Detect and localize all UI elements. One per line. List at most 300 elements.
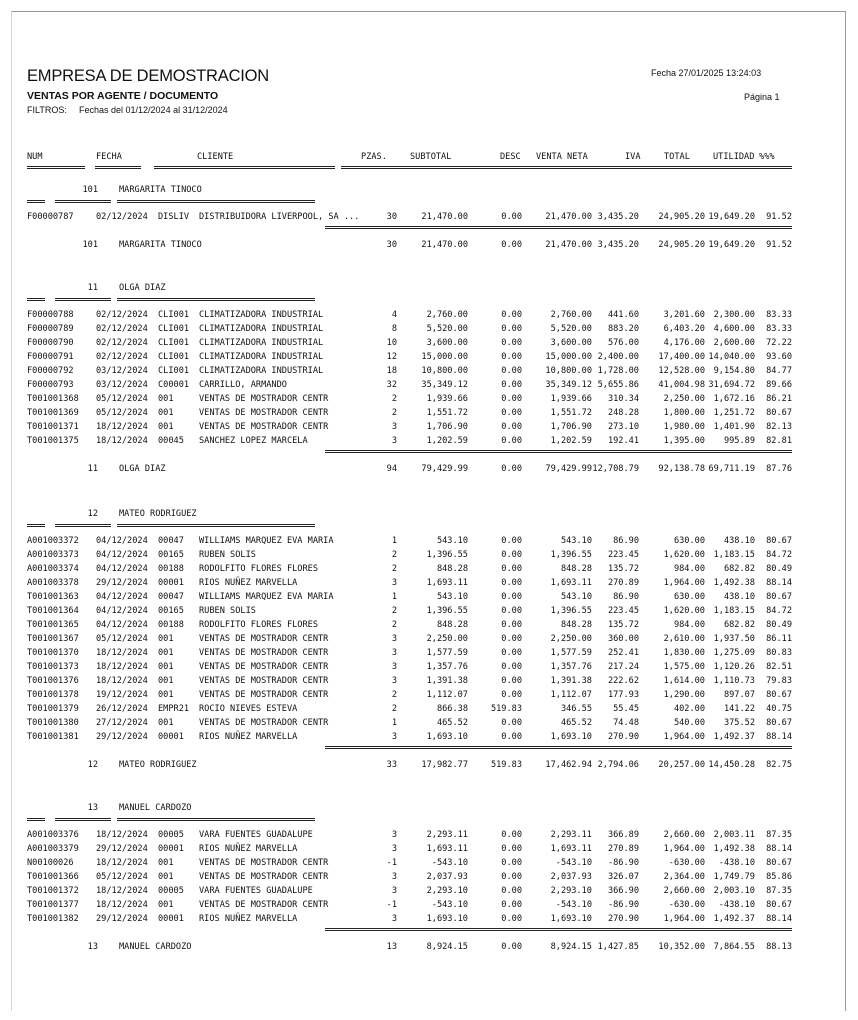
cell-cliente: CLIMATIZADORA INDUSTRIAL [199, 324, 324, 334]
total-venta-neta: 17,462.94 [545, 760, 592, 770]
cell-iva: 441.60 [607, 310, 639, 320]
total-subtotal: 17,982.77 [421, 760, 468, 770]
col-desc-header: DESC [500, 152, 521, 162]
cell-desc: 0.00 [501, 408, 522, 418]
cell-fecha: 18/12/2024 [96, 830, 148, 840]
filters-value: Fechas del 01/12/2024 al 31/12/2024 [79, 105, 228, 115]
cell-subtotal: 1,357.76 [426, 662, 468, 672]
cell-pzas: 2 [391, 690, 397, 700]
cell-utilidad: 9,154.80 [713, 366, 755, 376]
cell-iva: 270.90 [607, 732, 639, 742]
cell-subtotal: 1,577.59 [426, 648, 468, 658]
col-total-header: TOTAL [664, 152, 690, 162]
cell-desc: 0.00 [501, 830, 522, 840]
cell-total: 41,004.98 [658, 380, 705, 390]
cell-utilidad: -438.10 [718, 858, 755, 868]
total-desc: 0.00 [501, 464, 522, 474]
cell-clave: 001 [158, 718, 174, 728]
total-total: 24,905.20 [658, 240, 705, 250]
cell-clave: CLI001 [158, 338, 190, 348]
cell-subtotal: 866.38 [436, 704, 468, 714]
total-iva: 12,708.79 [592, 464, 639, 474]
cell-num: F00000792 [27, 366, 74, 376]
cell-cliente: RUBEN SOLIS [199, 606, 256, 616]
cell-utilidad: 2,300.00 [713, 310, 755, 320]
total-utilidad: 69,711.19 [708, 464, 755, 474]
cell-total: -630.00 [668, 900, 705, 910]
cell-fecha: 04/12/2024 [96, 620, 148, 630]
cell-cliente: ROCIO NIEVES ESTEVA [199, 704, 298, 714]
total-agent-name: MATEO RODRIGUEZ [119, 760, 197, 770]
cell-subtotal: 1,551.72 [426, 408, 468, 418]
cell-pzas: -1 [386, 900, 397, 910]
cell-venta-neta: 3,600.00 [550, 338, 592, 348]
cell-fecha: 04/12/2024 [96, 606, 148, 616]
cell-pzas: 1 [391, 592, 397, 602]
cell-iva: 135.72 [607, 620, 639, 630]
cell-iva: 2,400.00 [597, 352, 639, 362]
cell-subtotal: 2,037.93 [426, 872, 468, 882]
cell-subtotal: 1,706.90 [426, 422, 468, 432]
cell-iva: 883.20 [607, 324, 639, 334]
cell-iva: 74.48 [613, 718, 639, 728]
agent-underline-short [27, 298, 45, 301]
cell-subtotal: -543.10 [431, 900, 468, 910]
total-utilidad: 7,864.55 [713, 942, 755, 952]
cell-total: 12,528.00 [658, 366, 705, 376]
cell-total: 3,201.60 [663, 310, 705, 320]
cell-fecha: 05/12/2024 [96, 634, 148, 644]
cell-venta-neta: 1,939.66 [550, 394, 592, 404]
cell-clave: 001 [158, 394, 174, 404]
cell-pzas: 2 [391, 704, 397, 714]
cell-pct: 80.49 [766, 564, 792, 574]
cell-pzas: 18 [386, 366, 397, 376]
cell-num: T001001366 [27, 872, 79, 882]
cell-utilidad: 438.10 [723, 592, 755, 602]
cell-iva: 326.07 [607, 872, 639, 882]
cell-clave: 001 [158, 662, 174, 672]
cell-iva: 223.45 [607, 550, 639, 560]
cell-total: 1,575.00 [663, 662, 705, 672]
cell-pzas: 10 [386, 338, 397, 348]
page-number: Página 1 [744, 92, 780, 102]
cell-desc: 0.00 [501, 212, 522, 222]
filters-label: FILTROS: [27, 105, 67, 115]
cell-venta-neta: 1,202.59 [550, 436, 592, 446]
cell-clave: 00001 [158, 844, 184, 854]
agent-underline-code [55, 524, 111, 527]
cell-pct: 83.33 [766, 324, 792, 334]
cell-utilidad: 682.82 [723, 564, 755, 574]
total-pct: 91.52 [766, 240, 792, 250]
cell-pct: 91.52 [766, 212, 792, 222]
cell-pct: 80.67 [766, 718, 792, 728]
cell-num: T001001381 [27, 732, 79, 742]
cell-venta-neta: 35,349.12 [545, 380, 592, 390]
total-total: 10,352.00 [658, 942, 705, 952]
total-agent-code: 12 [87, 760, 98, 770]
cell-iva: 366.90 [607, 886, 639, 896]
cell-clave: 001 [158, 648, 174, 658]
cell-fecha: 18/12/2024 [96, 662, 148, 672]
cell-venta-neta: 848.28 [560, 620, 592, 630]
total-agent-name: OLGA DIAZ [119, 464, 166, 474]
cell-desc: 0.00 [501, 900, 522, 910]
cell-venta-neta: 2,250.00 [550, 634, 592, 644]
cell-clave: 00045 [158, 436, 184, 446]
cell-fecha: 18/12/2024 [96, 886, 148, 896]
cell-pct: 93.60 [766, 352, 792, 362]
cell-cliente: VENTAS DE MOSTRADOR CENTR [199, 422, 329, 432]
cell-num: T001001375 [27, 436, 79, 446]
total-agent-code: 13 [87, 942, 98, 952]
cell-total: 630.00 [673, 536, 705, 546]
cell-total: 2,250.00 [663, 394, 705, 404]
cell-desc: 0.00 [501, 550, 522, 560]
cell-utilidad: 141.22 [723, 704, 755, 714]
agent-underline-name [117, 200, 315, 203]
cell-pct: 88.14 [766, 732, 792, 742]
total-subtotal: 21,470.00 [421, 240, 468, 250]
cell-pct: 86.11 [766, 634, 792, 644]
cell-venta-neta: 465.52 [560, 718, 592, 728]
cell-num: F00000789 [27, 324, 74, 334]
cell-total: 2,660.00 [663, 830, 705, 840]
cell-pct: 40.75 [766, 704, 792, 714]
cell-cliente: CLIMATIZADORA INDUSTRIAL [199, 366, 324, 376]
cell-utilidad: 1,672.16 [713, 394, 755, 404]
cell-total: 402.00 [673, 704, 705, 714]
cell-pct: 85.86 [766, 872, 792, 882]
cell-cliente: VENTAS DE MOSTRADOR CENTR [199, 634, 329, 644]
cell-pzas: 8 [391, 324, 397, 334]
cell-utilidad: 897.07 [723, 690, 755, 700]
cell-total: 1,964.00 [663, 914, 705, 924]
cell-fecha: 03/12/2024 [96, 380, 148, 390]
cell-utilidad: 1,937.50 [713, 634, 755, 644]
cell-desc: 0.00 [501, 436, 522, 446]
cell-clave: CLI001 [158, 310, 190, 320]
cell-num: T001001368 [27, 394, 79, 404]
cell-num: A001003378 [27, 578, 79, 588]
cell-clave: 001 [158, 422, 174, 432]
col-pct-header: %%% [759, 152, 775, 162]
cell-iva: 1,728.00 [597, 366, 639, 376]
cell-pct: 80.67 [766, 900, 792, 910]
cell-utilidad: 1,183.15 [713, 606, 755, 616]
cell-desc: 0.00 [501, 886, 522, 896]
cell-num: T001001371 [27, 422, 79, 432]
cell-cliente: DISTRIBUIDORA LIVERPOOL, SA ... [199, 212, 360, 222]
cell-venta-neta: 2,037.93 [550, 872, 592, 882]
cell-subtotal: -543.10 [431, 858, 468, 868]
cell-pct: 82.51 [766, 662, 792, 672]
cell-clave: 00005 [158, 886, 184, 896]
cell-desc: 0.00 [501, 648, 522, 658]
cell-pzas: 2 [391, 550, 397, 560]
total-desc: 519.83 [490, 760, 522, 770]
cell-venta-neta: 2,293.10 [550, 886, 592, 896]
cell-clave: C00001 [158, 380, 190, 390]
cell-fecha: 04/12/2024 [96, 592, 148, 602]
total-pzas: 13 [386, 942, 397, 952]
cell-pzas: 3 [391, 436, 397, 446]
cell-iva: 310.34 [607, 394, 639, 404]
cell-total: 630.00 [673, 592, 705, 602]
cell-subtotal: 1,396.55 [426, 606, 468, 616]
cell-fecha: 02/12/2024 [96, 338, 148, 348]
cell-cliente: VENTAS DE MOSTRADOR CENTR [199, 648, 329, 658]
total-agent-name: MARGARITA TINOCO [119, 240, 202, 250]
agent-name: MATEO RODRIGUEZ [119, 509, 197, 519]
cell-desc: 0.00 [501, 732, 522, 742]
cell-pct: 87.35 [766, 830, 792, 840]
cell-pzas: 1 [391, 536, 397, 546]
cell-utilidad: 1,492.37 [713, 914, 755, 924]
cell-subtotal: 1,693.11 [426, 844, 468, 854]
cell-utilidad: 682.82 [723, 620, 755, 630]
cell-cliente: VENTAS DE MOSTRADOR CENTR [199, 408, 329, 418]
cell-desc: 0.00 [501, 872, 522, 882]
cell-fecha: 03/12/2024 [96, 366, 148, 376]
cell-num: A001003373 [27, 550, 79, 560]
cell-num: F00000793 [27, 380, 74, 390]
cell-desc: 0.00 [501, 620, 522, 630]
agent-underline-short [27, 200, 45, 203]
cell-clave: CLI001 [158, 352, 190, 362]
cell-venta-neta: 543.10 [560, 536, 592, 546]
cell-utilidad: 375.52 [723, 718, 755, 728]
cell-venta-neta: 2,293.11 [550, 830, 592, 840]
group-total-rule [325, 928, 792, 931]
cell-pzas: 3 [391, 914, 397, 924]
cell-num: T001001382 [27, 914, 79, 924]
cell-cliente: RIOS NUÑEZ MARVELLA [199, 578, 298, 588]
cell-fecha: 18/12/2024 [96, 858, 148, 868]
cell-iva: 86.90 [613, 592, 639, 602]
cell-total: 2,660.00 [663, 886, 705, 896]
cell-desc: 0.00 [501, 394, 522, 404]
total-utilidad: 14,450.28 [708, 760, 755, 770]
total-total: 20,257.00 [658, 760, 705, 770]
cell-utilidad: 1,492.38 [713, 844, 755, 854]
cell-iva: 192.41 [607, 436, 639, 446]
cell-iva: 576.00 [607, 338, 639, 348]
cell-cliente: RIOS NUÑEZ MARVELLA [199, 844, 298, 854]
cell-iva: 360.00 [607, 634, 639, 644]
cell-clave: EMPR21 [158, 704, 190, 714]
cell-num: T001001373 [27, 662, 79, 672]
cell-cliente: RIOS NUÑEZ MARVELLA [199, 914, 298, 924]
total-agent-code: 101 [82, 240, 98, 250]
cell-subtotal: 5,520.00 [426, 324, 468, 334]
cell-pct: 80.67 [766, 858, 792, 868]
report-title: VENTAS POR AGENTE / DOCUMENTO [27, 90, 219, 102]
cell-subtotal: 2,760.00 [426, 310, 468, 320]
total-utilidad: 19,649.20 [708, 240, 755, 250]
cell-utilidad: 1,749.79 [713, 872, 755, 882]
cell-num: T001001364 [27, 606, 79, 616]
cell-total: 984.00 [673, 564, 705, 574]
agent-underline-name [117, 298, 315, 301]
cell-fecha: 26/12/2024 [96, 704, 148, 714]
cell-desc: 0.00 [501, 718, 522, 728]
cell-desc: 0.00 [501, 338, 522, 348]
cell-pzas: 3 [391, 830, 397, 840]
cell-desc: 0.00 [501, 592, 522, 602]
cell-cliente: CLIMATIZADORA INDUSTRIAL [199, 310, 324, 320]
cell-cliente: VENTAS DE MOSTRADOR CENTR [199, 676, 329, 686]
cell-cliente: WILLIAMS MARQUEZ EVA MARIA [199, 592, 334, 602]
cell-fecha: 05/12/2024 [96, 872, 148, 882]
cell-iva: 366.89 [607, 830, 639, 840]
agent-underline-name [117, 524, 315, 527]
cell-desc: 0.00 [501, 564, 522, 574]
cell-pct: 88.14 [766, 578, 792, 588]
cell-fecha: 18/12/2024 [96, 422, 148, 432]
cell-num: T001001363 [27, 592, 79, 602]
underline-num [27, 166, 85, 169]
cell-cliente: RUBEN SOLIS [199, 550, 256, 560]
cell-venta-neta: 848.28 [560, 564, 592, 574]
cell-cliente: VENTAS DE MOSTRADOR CENTR [199, 394, 329, 404]
cell-cliente: RODOLFITO FLORES FLORES [199, 620, 318, 630]
cell-iva: 223.45 [607, 606, 639, 616]
cell-subtotal: 3,600.00 [426, 338, 468, 348]
cell-clave: 00001 [158, 732, 184, 742]
cell-subtotal: 1,396.55 [426, 550, 468, 560]
cell-clave: 00001 [158, 578, 184, 588]
agent-underline-name [117, 818, 315, 821]
cell-cliente: VARA FUENTES GUADALUPE [199, 886, 313, 896]
agent-name: MANUEL CARDOZO [119, 803, 192, 813]
cell-iva: 3,435.20 [597, 212, 639, 222]
total-total: 92,138.78 [658, 464, 705, 474]
cell-pzas: 2 [391, 620, 397, 630]
cell-venta-neta: 1,693.10 [550, 732, 592, 742]
cell-num: F00000788 [27, 310, 74, 320]
cell-fecha: 29/12/2024 [96, 732, 148, 742]
cell-desc: 0.00 [501, 914, 522, 924]
cell-cliente: VENTAS DE MOSTRADOR CENTR [199, 690, 329, 700]
agent-underline-code [55, 818, 111, 821]
cell-pzas: 30 [386, 212, 397, 222]
col-num-header: NUM [27, 152, 43, 162]
underline-cliente [154, 166, 335, 169]
cell-total: 1,614.00 [663, 676, 705, 686]
cell-subtotal: 543.10 [436, 536, 468, 546]
cell-subtotal: 1,112.07 [426, 690, 468, 700]
cell-pzas: 2 [391, 394, 397, 404]
cell-pct: 84.72 [766, 550, 792, 560]
cell-pct: 84.77 [766, 366, 792, 376]
cell-venta-neta: 543.10 [560, 592, 592, 602]
cell-iva: -86.90 [607, 900, 639, 910]
cell-clave: 001 [158, 872, 174, 882]
cell-fecha: 02/12/2024 [96, 212, 148, 222]
cell-desc: 0.00 [501, 352, 522, 362]
cell-num: A001003374 [27, 564, 79, 574]
cell-total: 6,403.20 [663, 324, 705, 334]
cell-total: 2,364.00 [663, 872, 705, 882]
cell-num: T001001365 [27, 620, 79, 630]
cell-pct: 80.83 [766, 648, 792, 658]
col-cliente-header: CLIENTE [197, 152, 234, 162]
cell-desc: 0.00 [501, 422, 522, 432]
cell-cliente: VENTAS DE MOSTRADOR CENTR [199, 662, 329, 672]
cell-venta-neta: 5,520.00 [550, 324, 592, 334]
cell-fecha: 05/12/2024 [96, 408, 148, 418]
cell-pzas: 4 [391, 310, 397, 320]
total-venta-neta: 21,470.00 [545, 240, 592, 250]
cell-iva: 86.90 [613, 536, 639, 546]
cell-iva: -86.90 [607, 858, 639, 868]
cell-utilidad: 2,003.11 [713, 830, 755, 840]
cell-pct: 88.14 [766, 844, 792, 854]
cell-subtotal: 1,693.10 [426, 732, 468, 742]
cell-fecha: 02/12/2024 [96, 310, 148, 320]
cell-pzas: 3 [391, 844, 397, 854]
cell-clave: 00165 [158, 606, 184, 616]
cell-desc: 0.00 [501, 324, 522, 334]
cell-total: 1,620.00 [663, 550, 705, 560]
cell-pct: 80.67 [766, 408, 792, 418]
cell-clave: 001 [158, 634, 174, 644]
cell-cliente: CLIMATIZADORA INDUSTRIAL [199, 338, 324, 348]
cell-total: 1,980.00 [663, 422, 705, 432]
cell-venta-neta: -543.10 [555, 858, 592, 868]
cell-cliente: VARA FUENTES GUADALUPE [199, 830, 313, 840]
cell-total: 2,610.00 [663, 634, 705, 644]
cell-pct: 72.22 [766, 338, 792, 348]
cell-fecha: 19/12/2024 [96, 690, 148, 700]
cell-num: N00100026 [27, 858, 74, 868]
cell-clave: DISLIV [158, 212, 190, 222]
cell-num: T001001378 [27, 690, 79, 700]
cell-pct: 80.67 [766, 592, 792, 602]
cell-subtotal: 2,293.11 [426, 830, 468, 840]
cell-pzas: 3 [391, 648, 397, 658]
cell-iva: 177.93 [607, 690, 639, 700]
cell-total: 1,620.00 [663, 606, 705, 616]
cell-total: 1,395.00 [663, 436, 705, 446]
cell-pct: 87.35 [766, 886, 792, 896]
agent-name: MARGARITA TINOCO [119, 185, 202, 195]
cell-venta-neta: 346.55 [560, 704, 592, 714]
cell-utilidad: 2,600.00 [713, 338, 755, 348]
cell-utilidad: 4,600.00 [713, 324, 755, 334]
total-venta-neta: 79,429.99 [545, 464, 592, 474]
cell-desc: 0.00 [501, 578, 522, 588]
total-iva: 1,427.85 [597, 942, 639, 952]
cell-subtotal: 10,800.00 [421, 366, 468, 376]
cell-iva: 222.62 [607, 676, 639, 686]
report-date: Fecha 27/01/2025 13:24:03 [651, 68, 762, 78]
total-subtotal: 79,429.99 [421, 464, 468, 474]
cell-clave: 001 [158, 900, 174, 910]
cell-pzas: 3 [391, 422, 397, 432]
cell-desc: 0.00 [501, 366, 522, 376]
cell-desc: 0.00 [501, 662, 522, 672]
cell-num: T001001372 [27, 886, 79, 896]
agent-name: OLGA DIAZ [119, 283, 166, 293]
cell-utilidad: 2,003.10 [713, 886, 755, 896]
cell-pct: 86.21 [766, 394, 792, 404]
cell-fecha: 18/12/2024 [96, 436, 148, 446]
cell-venta-neta: 2,760.00 [550, 310, 592, 320]
cell-venta-neta: 1,357.76 [550, 662, 592, 672]
